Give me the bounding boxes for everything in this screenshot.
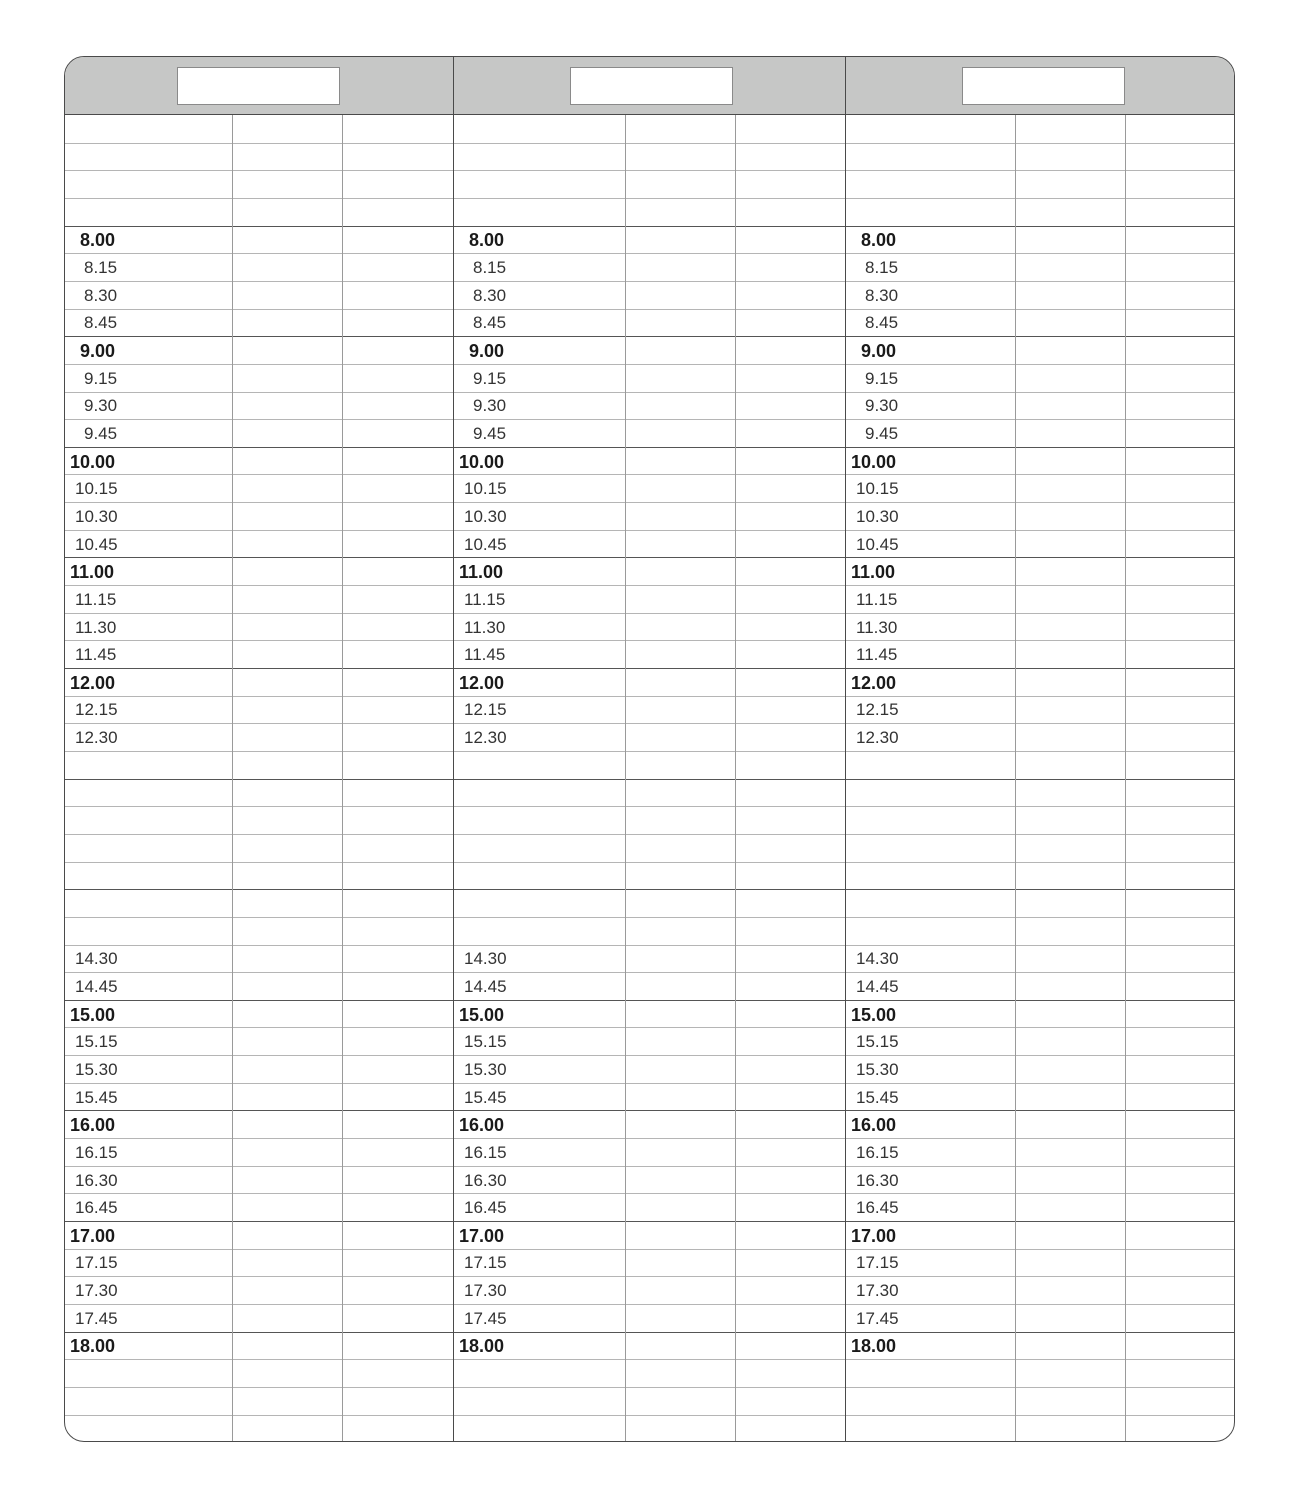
time-label: 8.00 — [861, 230, 897, 251]
time-label: 10.30 — [856, 506, 899, 526]
hour-divider-line — [65, 447, 1234, 448]
quarter-divider-line — [65, 806, 1234, 807]
time-label: 10.30 — [464, 506, 507, 526]
time-label: 16.45 — [75, 1198, 118, 1218]
time-label: 14.30 — [856, 949, 899, 969]
planner-header — [65, 57, 1234, 115]
quarter-divider-line — [65, 640, 1234, 641]
quarter-divider-line — [65, 945, 1234, 946]
time-label: 11.15 — [464, 589, 506, 609]
sub-column-divider — [232, 115, 233, 1441]
quarter-divider-line — [65, 281, 1234, 282]
time-label: 8.45 — [84, 313, 118, 333]
time-label: 16.15 — [856, 1142, 899, 1162]
sub-column-divider — [735, 115, 736, 1441]
hour-divider-line — [65, 1110, 1234, 1111]
hour-divider-line — [65, 336, 1234, 337]
time-label: 8.15 — [473, 258, 507, 278]
time-label: 15.15 — [75, 1032, 118, 1052]
time-label: 15.30 — [856, 1059, 899, 1079]
quarter-divider-line — [65, 696, 1234, 697]
column-2-header-box[interactable] — [570, 67, 733, 105]
time-label: 16.00 — [70, 1115, 116, 1136]
hour-divider-line — [65, 668, 1234, 669]
time-label: 17.30 — [464, 1281, 507, 1301]
time-label: 9.45 — [473, 423, 507, 443]
time-label: 11.00 — [459, 562, 504, 583]
time-label: 15.00 — [70, 1004, 116, 1025]
time-label: 8.00 — [80, 230, 116, 251]
hour-divider-line — [65, 226, 1234, 227]
time-label: 14.30 — [75, 949, 118, 969]
quarter-divider-line — [65, 1387, 1234, 1388]
time-label: 17.15 — [464, 1253, 507, 1273]
time-label: 11.00 — [70, 562, 115, 583]
time-label: 15.30 — [75, 1059, 118, 1079]
time-label: 16.30 — [464, 1170, 507, 1190]
time-label: 9.15 — [473, 368, 507, 388]
quarter-divider-line — [65, 392, 1234, 393]
time-label: 10.15 — [464, 479, 507, 499]
time-label: 9.30 — [84, 396, 118, 416]
quarter-divider-line — [65, 585, 1234, 586]
quarter-divider-line — [65, 253, 1234, 254]
time-label: 16.45 — [856, 1198, 899, 1218]
time-label: 12.30 — [75, 728, 118, 748]
quarter-divider-line — [65, 1415, 1234, 1416]
time-label: 8.45 — [865, 313, 899, 333]
sub-column-divider — [625, 115, 626, 1441]
time-label: 9.15 — [865, 368, 899, 388]
time-label: 15.15 — [856, 1032, 899, 1052]
time-label: 8.15 — [865, 258, 899, 278]
time-label: 15.45 — [75, 1087, 118, 1107]
time-label: 12.00 — [851, 672, 897, 693]
quarter-divider-line — [65, 143, 1234, 144]
time-label: 16.30 — [75, 1170, 118, 1190]
quarter-divider-line — [65, 1276, 1234, 1277]
quarter-divider-line — [65, 751, 1234, 752]
time-label: 11.45 — [856, 645, 898, 665]
time-label: 10.30 — [75, 506, 118, 526]
hour-divider-line — [65, 779, 1234, 780]
time-label: 11.30 — [75, 617, 117, 637]
time-label: 17.45 — [75, 1308, 118, 1328]
time-label: 12.15 — [856, 700, 899, 720]
time-label: 9.00 — [861, 341, 897, 362]
hour-divider-line — [65, 1221, 1234, 1222]
time-label: 17.00 — [459, 1225, 505, 1246]
time-label: 15.45 — [856, 1087, 899, 1107]
time-label: 10.15 — [75, 479, 118, 499]
time-label: 17.30 — [75, 1281, 118, 1301]
time-label: 17.45 — [464, 1308, 507, 1328]
time-label: 9.15 — [84, 368, 118, 388]
time-label: 17.45 — [856, 1308, 899, 1328]
column-3-header-box[interactable] — [962, 67, 1125, 105]
time-label: 16.30 — [856, 1170, 899, 1190]
time-label: 11.30 — [856, 617, 898, 637]
time-label: 9.30 — [473, 396, 507, 416]
time-label: 12.15 — [464, 700, 507, 720]
time-label: 11.30 — [464, 617, 506, 637]
time-label: 11.15 — [75, 589, 117, 609]
time-label: 10.00 — [459, 451, 505, 472]
hour-divider-line — [65, 889, 1234, 890]
hour-divider-line — [65, 557, 1234, 558]
time-label: 12.00 — [70, 672, 116, 693]
quarter-divider-line — [65, 1193, 1234, 1194]
quarter-divider-line — [65, 502, 1234, 503]
time-label: 14.45 — [464, 976, 507, 996]
quarter-divider-line — [65, 723, 1234, 724]
time-label: 14.45 — [856, 976, 899, 996]
column-1-header-box[interactable] — [177, 67, 340, 105]
time-label: 15.45 — [464, 1087, 507, 1107]
quarter-divider-line — [65, 309, 1234, 310]
time-label: 16.00 — [459, 1115, 505, 1136]
time-label: 12.00 — [459, 672, 505, 693]
quarter-divider-line — [65, 1055, 1234, 1056]
sub-column-divider — [1015, 115, 1016, 1441]
time-label: 8.00 — [469, 230, 505, 251]
time-label: 9.45 — [84, 423, 118, 443]
time-label: 12.15 — [75, 700, 118, 720]
time-label: 8.15 — [84, 258, 118, 278]
time-label: 11.15 — [856, 589, 898, 609]
time-label: 16.45 — [464, 1198, 507, 1218]
time-label: 16.15 — [75, 1142, 118, 1162]
quarter-divider-line — [65, 1359, 1234, 1360]
quarter-divider-line — [65, 364, 1234, 365]
time-label: 17.00 — [70, 1225, 116, 1246]
sub-column-divider — [1125, 115, 1126, 1441]
quarter-divider-line — [65, 530, 1234, 531]
quarter-divider-line — [65, 1138, 1234, 1139]
time-label: 17.00 — [851, 1225, 897, 1246]
time-label: 10.00 — [851, 451, 897, 472]
time-label: 12.30 — [464, 728, 507, 748]
time-label: 9.00 — [80, 341, 116, 362]
quarter-divider-line — [65, 613, 1234, 614]
time-label: 15.00 — [459, 1004, 505, 1025]
time-label: 17.15 — [856, 1253, 899, 1273]
time-label: 11.45 — [464, 645, 506, 665]
time-label: 15.00 — [851, 1004, 897, 1025]
time-label: 10.15 — [856, 479, 899, 499]
time-label: 8.30 — [473, 285, 507, 305]
quarter-divider-line — [65, 474, 1234, 475]
quarter-divider-line — [65, 917, 1234, 918]
time-label: 9.00 — [469, 341, 505, 362]
quarter-divider-line — [65, 170, 1234, 171]
time-label: 15.30 — [464, 1059, 507, 1079]
hour-divider-line — [65, 1332, 1234, 1333]
time-label: 9.45 — [865, 423, 899, 443]
time-label: 11.00 — [851, 562, 896, 583]
column-divider — [453, 57, 454, 1441]
time-label: 8.30 — [865, 285, 899, 305]
time-label: 8.45 — [473, 313, 507, 333]
time-label: 17.15 — [75, 1253, 118, 1273]
time-label: 9.30 — [865, 396, 899, 416]
time-label: 18.00 — [851, 1336, 897, 1357]
time-label: 10.45 — [75, 534, 118, 554]
time-label: 15.15 — [464, 1032, 507, 1052]
column-divider — [845, 57, 846, 1441]
time-label: 17.30 — [856, 1281, 899, 1301]
quarter-divider-line — [65, 1249, 1234, 1250]
time-label: 12.30 — [856, 728, 899, 748]
quarter-divider-line — [65, 972, 1234, 973]
quarter-divider-line — [65, 198, 1234, 199]
quarter-divider-line — [65, 862, 1234, 863]
quarter-divider-line — [65, 1083, 1234, 1084]
quarter-divider-line — [65, 419, 1234, 420]
time-label: 11.45 — [75, 645, 117, 665]
sub-column-divider — [342, 115, 343, 1441]
quarter-divider-line — [65, 1166, 1234, 1167]
time-label: 10.00 — [70, 451, 116, 472]
time-label: 16.00 — [851, 1115, 897, 1136]
time-label: 14.45 — [75, 976, 118, 996]
quarter-divider-line — [65, 1304, 1234, 1305]
quarter-divider-line — [65, 834, 1234, 835]
hour-divider-line — [65, 1000, 1234, 1001]
time-label: 10.45 — [464, 534, 507, 554]
time-label: 10.45 — [856, 534, 899, 554]
time-label: 18.00 — [70, 1336, 116, 1357]
time-label: 16.15 — [464, 1142, 507, 1162]
quarter-divider-line — [65, 1027, 1234, 1028]
time-label: 18.00 — [459, 1336, 505, 1357]
time-label: 14.30 — [464, 949, 507, 969]
time-label: 8.30 — [84, 285, 118, 305]
planner-sheet — [64, 56, 1235, 1442]
